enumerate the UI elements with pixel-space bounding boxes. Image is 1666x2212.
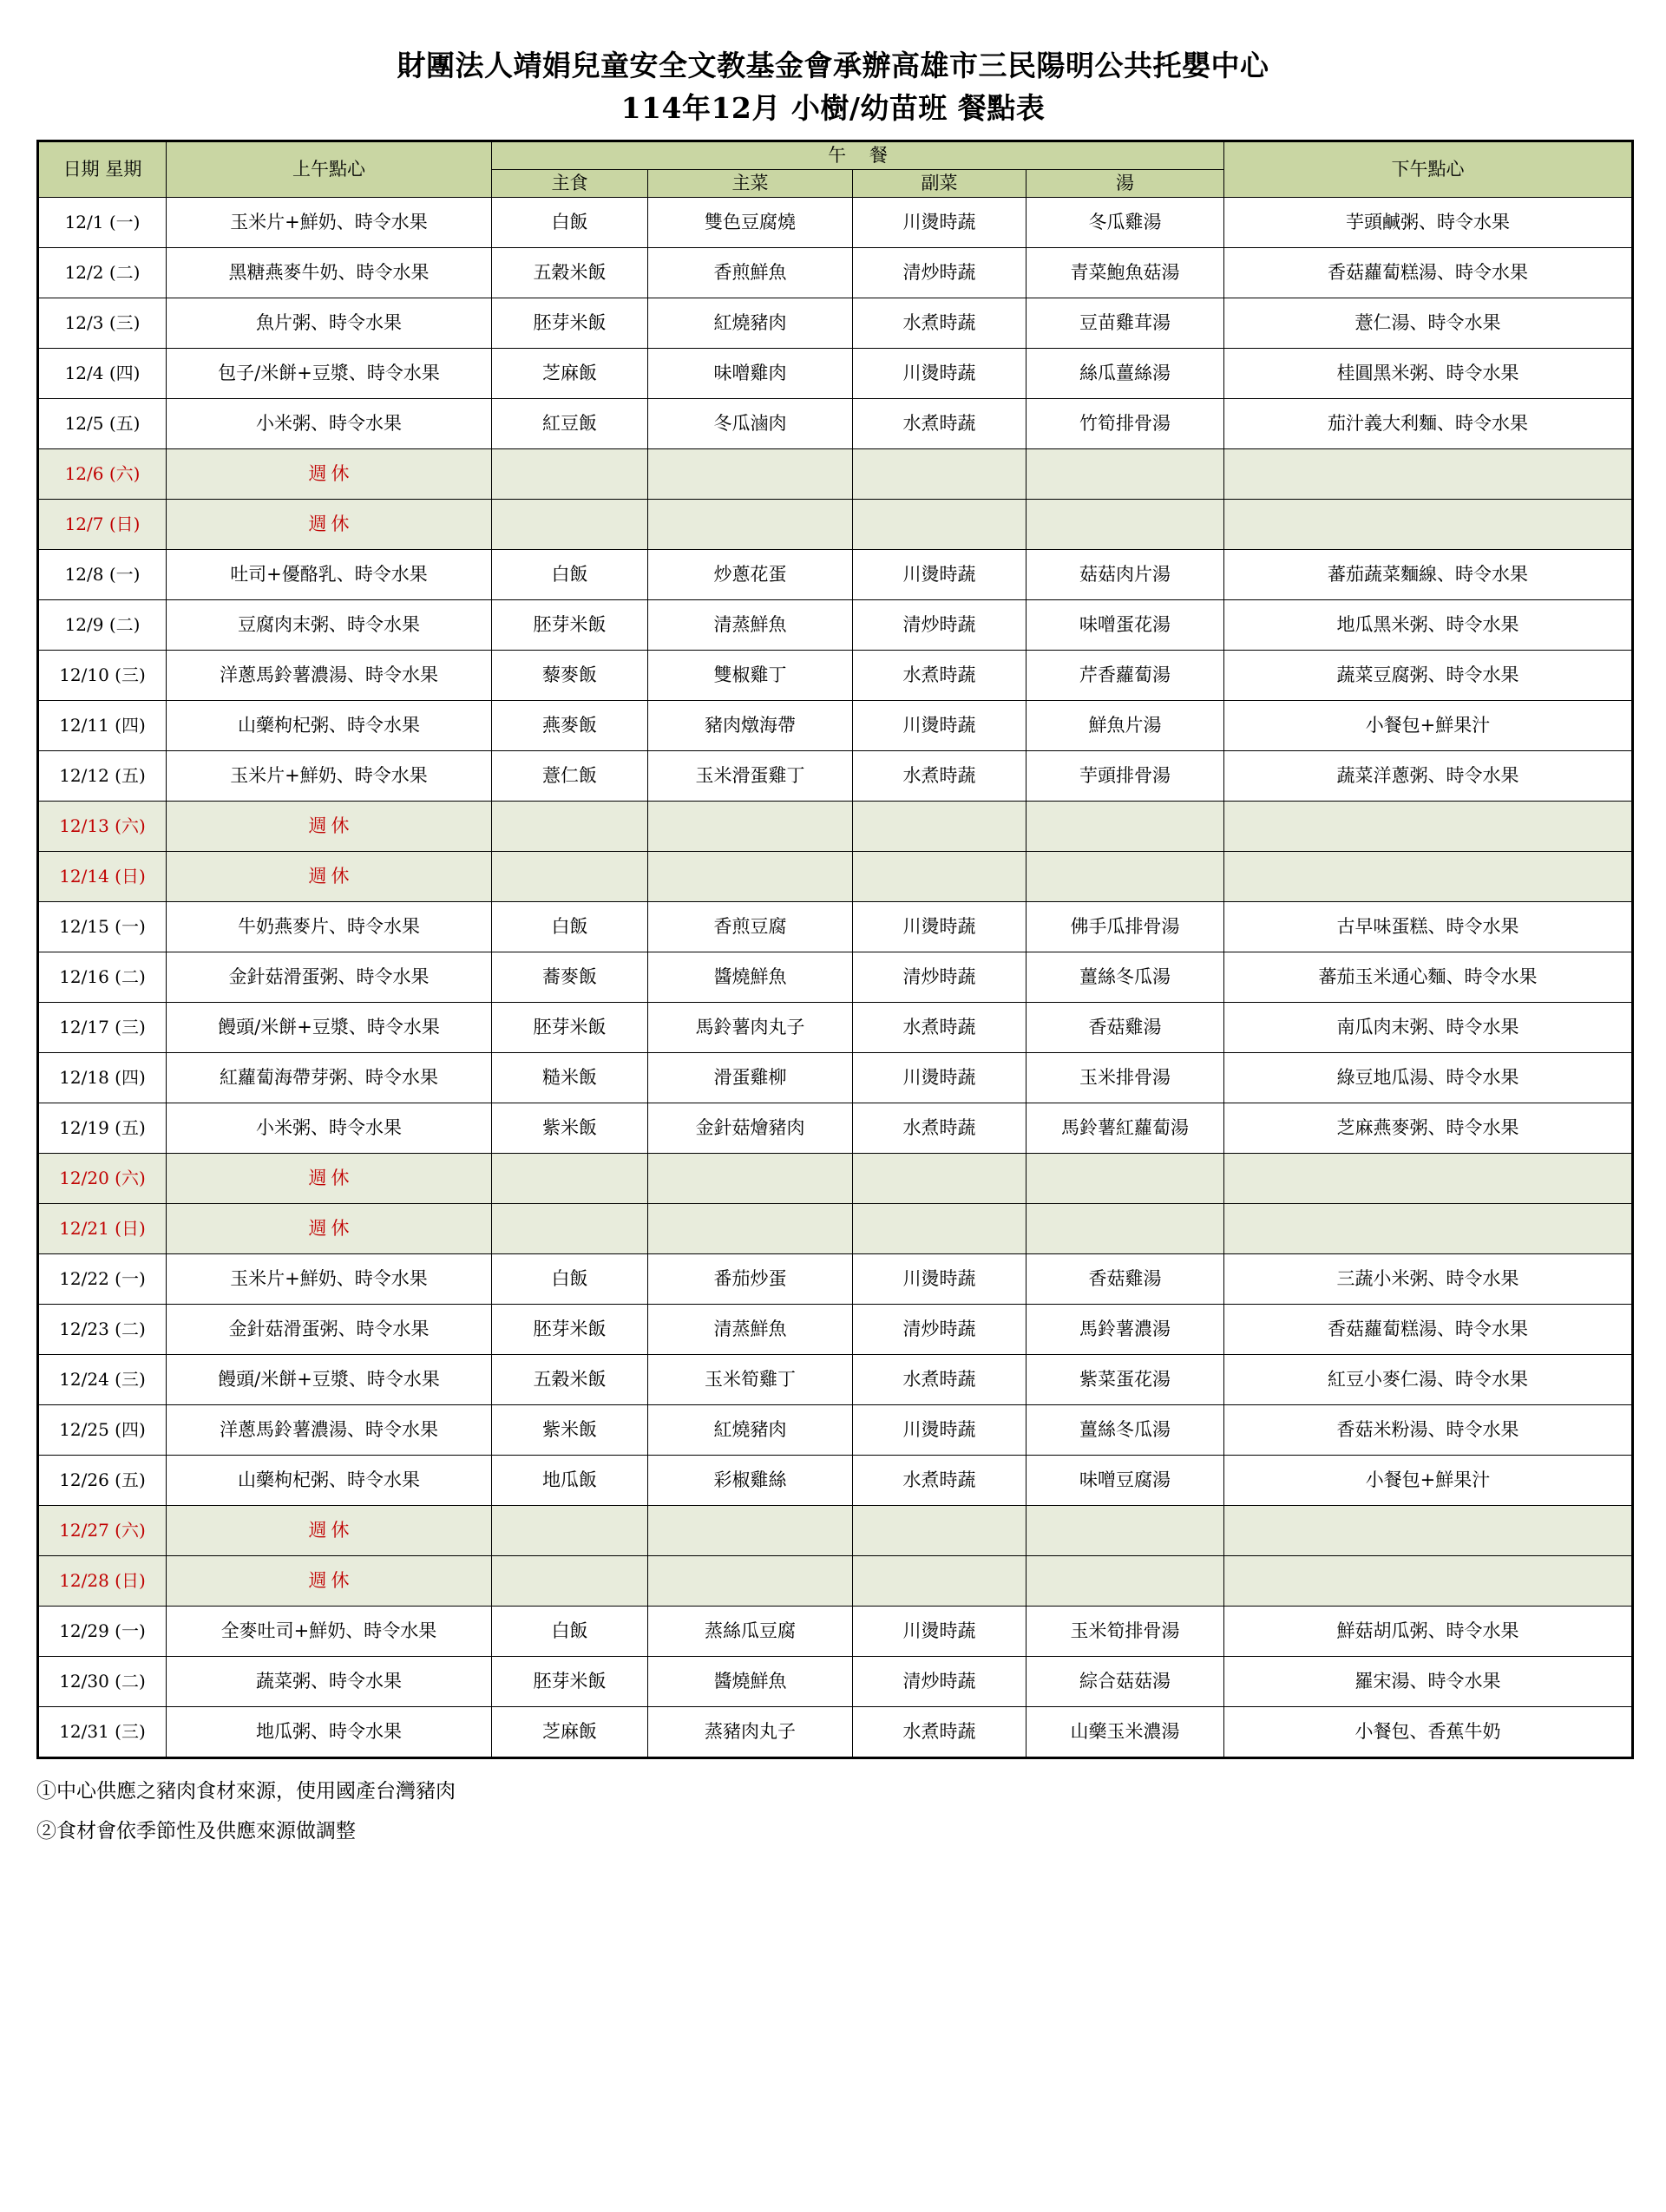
cell-date: 12/23 (二) <box>38 1304 167 1354</box>
cell-date: 12/16 (二) <box>38 952 167 1002</box>
cell-side-empty <box>853 1203 1026 1253</box>
cell-side-dish: 清炒時蔬 <box>853 599 1026 650</box>
cell-date: 12/21 (日) <box>38 1203 167 1253</box>
cell-side-dish: 水煮時蔬 <box>853 1455 1026 1505</box>
cell-date: 12/27 (六) <box>38 1505 167 1555</box>
cell-main-dish: 玉米筍雞丁 <box>648 1354 853 1404</box>
cell-soup: 味噌蛋花湯 <box>1026 599 1224 650</box>
cell-staple: 胚芽米飯 <box>492 298 648 348</box>
cell-main-dish: 馬鈴薯肉丸子 <box>648 1002 853 1052</box>
cell-main-dish: 彩椒雞絲 <box>648 1455 853 1505</box>
cell-side-dish: 水煮時蔬 <box>853 650 1026 700</box>
cell-date: 12/28 (日) <box>38 1555 167 1606</box>
title-block <box>36 48 1630 128</box>
cell-side-empty <box>853 448 1026 499</box>
cell-afternoon-snack: 香菇蘿蔔糕湯、時令水果 <box>1224 1304 1633 1354</box>
cell-side-dish: 川燙時蔬 <box>853 197 1026 247</box>
cell-side-dish: 川燙時蔬 <box>853 700 1026 750</box>
table-row <box>38 348 1633 398</box>
cell-date: 12/7 (日) <box>38 499 167 549</box>
cell-afternoon-snack: 蕃茄蔬菜麵線、時令水果 <box>1224 549 1633 599</box>
cell-afternoon-snack: 鮮菇胡瓜粥、時令水果 <box>1224 1606 1633 1656</box>
table-row <box>38 247 1633 298</box>
cell-staple: 胚芽米飯 <box>492 1304 648 1354</box>
cell-afternoon-snack: 蔬菜豆腐粥、時令水果 <box>1224 650 1633 700</box>
cell-soup: 冬瓜雞湯 <box>1026 197 1224 247</box>
table-row <box>38 1203 1633 1253</box>
cell-weekly-rest: 週休 <box>167 1203 492 1253</box>
page-title-line-2: 114年12月 小樹/幼苗班 餐點表 <box>620 90 1046 125</box>
cell-afternoon-snack: 綠豆地瓜湯、時令水果 <box>1224 1052 1633 1103</box>
cell-date: 12/1 (一) <box>38 197 167 247</box>
cell-staple: 糙米飯 <box>492 1052 648 1103</box>
cell-staple: 薏仁飯 <box>492 750 648 801</box>
cell-morning-snack: 魚片粥、時令水果 <box>167 298 492 348</box>
cell-side-dish: 川燙時蔬 <box>853 549 1026 599</box>
cell-staple: 胚芽米飯 <box>492 599 648 650</box>
table-row <box>38 1052 1633 1103</box>
cell-staple: 芝麻飯 <box>492 348 648 398</box>
cell-side-dish: 川燙時蔬 <box>853 1404 1026 1455</box>
table-row <box>38 1354 1633 1404</box>
cell-afternoon-snack: 蔬菜洋蔥粥、時令水果 <box>1224 750 1633 801</box>
footer-note-2: ②食材會依季節性及供應來源做調整 <box>36 1819 356 1842</box>
cell-date: 12/4 (四) <box>38 348 167 398</box>
cell-staple-empty <box>492 1203 648 1253</box>
cell-side-dish: 清炒時蔬 <box>853 952 1026 1002</box>
cell-main-dish: 金針菇燴豬肉 <box>648 1103 853 1153</box>
cell-soup: 薑絲冬瓜湯 <box>1026 1404 1224 1455</box>
cell-soup: 馬鈴薯紅蘿蔔湯 <box>1026 1103 1224 1153</box>
header-lunch-group: 午 餐 <box>492 141 1224 169</box>
header-soup: 湯 <box>1026 169 1224 197</box>
cell-morning-snack: 洋蔥馬鈴薯濃湯、時令水果 <box>167 1404 492 1455</box>
cell-soup-empty <box>1026 1505 1224 1555</box>
cell-side-dish: 水煮時蔬 <box>853 1354 1026 1404</box>
cell-staple: 胚芽米飯 <box>492 1656 648 1706</box>
cell-soup: 絲瓜薑絲湯 <box>1026 348 1224 398</box>
cell-date: 12/25 (四) <box>38 1404 167 1455</box>
cell-date: 12/24 (三) <box>38 1354 167 1404</box>
cell-side-dish: 川燙時蔬 <box>853 1253 1026 1304</box>
cell-staple: 藜麥飯 <box>492 650 648 700</box>
cell-weekly-rest: 週休 <box>167 448 492 499</box>
cell-staple-empty <box>492 1505 648 1555</box>
cell-morning-snack: 饅頭/米餅+豆漿、時令水果 <box>167 1002 492 1052</box>
footer-notes <box>36 1771 1630 1851</box>
cell-morning-snack: 洋蔥馬鈴薯濃湯、時令水果 <box>167 650 492 700</box>
cell-afternoon-snack: 地瓜黑米粥、時令水果 <box>1224 599 1633 650</box>
cell-staple: 芝麻飯 <box>492 1706 648 1757</box>
cell-soup: 香菇雞湯 <box>1026 1002 1224 1052</box>
header-main-dish: 主菜 <box>648 169 853 197</box>
cell-afternoon-snack: 紅豆小麥仁湯、時令水果 <box>1224 1354 1633 1404</box>
table-row <box>38 700 1633 750</box>
cell-side-dish: 水煮時蔬 <box>853 1103 1026 1153</box>
cell-weekly-rest: 週休 <box>167 1555 492 1606</box>
table-row <box>38 1103 1633 1153</box>
cell-side-dish: 川燙時蔬 <box>853 1606 1026 1656</box>
cell-soup: 芹香蘿蔔湯 <box>1026 650 1224 700</box>
header-side-dish: 副菜 <box>853 169 1026 197</box>
cell-afternoon-snack: 南瓜肉末粥、時令水果 <box>1224 1002 1633 1052</box>
cell-afternoon-snack: 蕃茄玉米通心麵、時令水果 <box>1224 952 1633 1002</box>
cell-date: 12/29 (一) <box>38 1606 167 1656</box>
cell-soup: 綜合菇菇湯 <box>1026 1656 1224 1706</box>
cell-staple: 白飯 <box>492 1253 648 1304</box>
cell-morning-snack: 山藥枸杞粥、時令水果 <box>167 700 492 750</box>
cell-staple-empty <box>492 1153 648 1203</box>
cell-staple: 胚芽米飯 <box>492 1002 648 1052</box>
cell-morning-snack: 玉米片+鮮奶、時令水果 <box>167 750 492 801</box>
table-row <box>38 197 1633 247</box>
table-header <box>38 141 1633 197</box>
table-body <box>38 197 1633 1757</box>
cell-staple: 紫米飯 <box>492 1404 648 1455</box>
cell-pm-empty <box>1224 1555 1633 1606</box>
cell-date: 12/18 (四) <box>38 1052 167 1103</box>
cell-morning-snack: 玉米片+鮮奶、時令水果 <box>167 197 492 247</box>
table-row <box>38 298 1633 348</box>
cell-side-empty <box>853 851 1026 901</box>
cell-date: 12/31 (三) <box>38 1706 167 1757</box>
table-row <box>38 398 1633 448</box>
cell-staple-empty <box>492 499 648 549</box>
cell-soup: 玉米筍排骨湯 <box>1026 1606 1224 1656</box>
cell-soup: 馬鈴薯濃湯 <box>1026 1304 1224 1354</box>
table-row <box>38 1555 1633 1606</box>
cell-soup-empty <box>1026 1153 1224 1203</box>
cell-afternoon-snack: 小餐包+鮮果汁 <box>1224 700 1633 750</box>
table-row <box>38 851 1633 901</box>
cell-main-dish: 清蒸鮮魚 <box>648 599 853 650</box>
cell-main-dish: 清蒸鮮魚 <box>648 1304 853 1354</box>
cell-main-empty <box>648 448 853 499</box>
cell-main-empty <box>648 801 853 851</box>
cell-side-empty <box>853 1555 1026 1606</box>
cell-morning-snack: 蔬菜粥、時令水果 <box>167 1656 492 1706</box>
cell-side-dish: 清炒時蔬 <box>853 247 1026 298</box>
cell-main-dish: 玉米滑蛋雞丁 <box>648 750 853 801</box>
cell-staple: 五穀米飯 <box>492 247 648 298</box>
cell-main-dish: 雙色豆腐燒 <box>648 197 853 247</box>
cell-afternoon-snack: 香菇米粉湯、時令水果 <box>1224 1404 1633 1455</box>
cell-side-empty <box>853 1505 1026 1555</box>
cell-date: 12/17 (三) <box>38 1002 167 1052</box>
table-row <box>38 952 1633 1002</box>
cell-main-dish: 蒸絲瓜豆腐 <box>648 1606 853 1656</box>
cell-date: 12/13 (六) <box>38 801 167 851</box>
table-row <box>38 448 1633 499</box>
table-row <box>38 901 1633 952</box>
cell-date: 12/10 (三) <box>38 650 167 700</box>
cell-soup: 豆苗雞茸湯 <box>1026 298 1224 348</box>
menu-table <box>36 140 1634 1759</box>
cell-date: 12/26 (五) <box>38 1455 167 1505</box>
cell-staple: 白飯 <box>492 549 648 599</box>
cell-main-empty <box>648 1505 853 1555</box>
cell-main-dish: 醬燒鮮魚 <box>648 952 853 1002</box>
cell-morning-snack: 金針菇滑蛋粥、時令水果 <box>167 952 492 1002</box>
cell-morning-snack: 全麥吐司+鮮奶、時令水果 <box>167 1606 492 1656</box>
cell-main-dish: 味噌雞肉 <box>648 348 853 398</box>
table-row <box>38 1606 1633 1656</box>
cell-soup-empty <box>1026 448 1224 499</box>
cell-side-dish: 清炒時蔬 <box>853 1304 1026 1354</box>
cell-afternoon-snack: 小餐包+鮮果汁 <box>1224 1455 1633 1505</box>
table-row <box>38 801 1633 851</box>
cell-date: 12/8 (一) <box>38 549 167 599</box>
cell-morning-snack: 山藥枸杞粥、時令水果 <box>167 1455 492 1505</box>
table-row <box>38 549 1633 599</box>
cell-staple: 白飯 <box>492 1606 648 1656</box>
cell-weekly-rest: 週休 <box>167 801 492 851</box>
table-row <box>38 1656 1633 1706</box>
cell-staple: 五穀米飯 <box>492 1354 648 1404</box>
cell-main-dish: 滑蛋雞柳 <box>648 1052 853 1103</box>
cell-morning-snack: 包子/米餅+豆漿、時令水果 <box>167 348 492 398</box>
cell-soup: 薑絲冬瓜湯 <box>1026 952 1224 1002</box>
cell-soup: 鮮魚片湯 <box>1026 700 1224 750</box>
cell-side-dish: 水煮時蔬 <box>853 398 1026 448</box>
cell-morning-snack: 饅頭/米餅+豆漿、時令水果 <box>167 1354 492 1404</box>
table-row <box>38 1002 1633 1052</box>
cell-main-dish: 豬肉燉海帶 <box>648 700 853 750</box>
cell-main-dish: 紅燒豬肉 <box>648 1404 853 1455</box>
cell-pm-empty <box>1224 448 1633 499</box>
cell-afternoon-snack: 芝麻燕麥粥、時令水果 <box>1224 1103 1633 1153</box>
cell-soup: 玉米排骨湯 <box>1026 1052 1224 1103</box>
cell-staple-empty <box>492 1555 648 1606</box>
cell-main-dish: 番茄炒蛋 <box>648 1253 853 1304</box>
cell-soup-empty <box>1026 1203 1224 1253</box>
cell-soup: 香菇雞湯 <box>1026 1253 1224 1304</box>
cell-main-empty <box>648 1555 853 1606</box>
cell-date: 12/3 (三) <box>38 298 167 348</box>
cell-main-dish: 香煎鮮魚 <box>648 247 853 298</box>
cell-pm-empty <box>1224 851 1633 901</box>
cell-side-dish: 水煮時蔬 <box>853 1002 1026 1052</box>
cell-afternoon-snack: 小餐包、香蕉牛奶 <box>1224 1706 1633 1757</box>
cell-soup: 味噌豆腐湯 <box>1026 1455 1224 1505</box>
cell-staple: 紫米飯 <box>492 1103 648 1153</box>
table-row <box>38 1153 1633 1203</box>
cell-soup: 山藥玉米濃湯 <box>1026 1706 1224 1757</box>
cell-date: 12/9 (二) <box>38 599 167 650</box>
cell-side-dish: 水煮時蔬 <box>853 750 1026 801</box>
cell-date: 12/6 (六) <box>38 448 167 499</box>
header-staple: 主食 <box>492 169 648 197</box>
cell-afternoon-snack: 茄汁義大利麵、時令水果 <box>1224 398 1633 448</box>
header-morning-snack: 上午點心 <box>167 141 492 197</box>
cell-soup: 紫菜蛋花湯 <box>1026 1354 1224 1404</box>
header-date: 日期 星期 <box>38 141 167 197</box>
cell-main-empty <box>648 1153 853 1203</box>
header-afternoon-snack: 下午點心 <box>1224 141 1633 197</box>
table-row <box>38 1304 1633 1354</box>
cell-date: 12/20 (六) <box>38 1153 167 1203</box>
cell-pm-empty <box>1224 1153 1633 1203</box>
cell-main-dish: 雙椒雞丁 <box>648 650 853 700</box>
table-row <box>38 650 1633 700</box>
table-row <box>38 499 1633 549</box>
cell-date: 12/22 (一) <box>38 1253 167 1304</box>
cell-soup-empty <box>1026 499 1224 549</box>
cell-morning-snack: 黑糖燕麥牛奶、時令水果 <box>167 247 492 298</box>
cell-main-dish: 冬瓜滷肉 <box>648 398 853 448</box>
table-row <box>38 750 1633 801</box>
cell-morning-snack: 豆腐肉末粥、時令水果 <box>167 599 492 650</box>
cell-afternoon-snack: 三蔬小米粥、時令水果 <box>1224 1253 1633 1304</box>
cell-staple-empty <box>492 448 648 499</box>
page-title-line-1: 財團法人靖娟兒童安全文教基金會承辦高雄市三民陽明公共托嬰中心 <box>397 49 1269 82</box>
cell-date: 12/30 (二) <box>38 1656 167 1706</box>
cell-afternoon-snack: 桂圓黑米粥、時令水果 <box>1224 348 1633 398</box>
cell-afternoon-snack: 羅宋湯、時令水果 <box>1224 1656 1633 1706</box>
cell-side-dish: 水煮時蔬 <box>853 298 1026 348</box>
cell-soup: 菇菇肉片湯 <box>1026 549 1224 599</box>
cell-staple: 燕麥飯 <box>492 700 648 750</box>
cell-staple-empty <box>492 851 648 901</box>
cell-pm-empty <box>1224 1203 1633 1253</box>
table-row <box>38 1253 1633 1304</box>
cell-side-dish: 清炒時蔬 <box>853 1656 1026 1706</box>
table-row <box>38 1505 1633 1555</box>
cell-morning-snack: 牛奶燕麥片、時令水果 <box>167 901 492 952</box>
table-row <box>38 1455 1633 1505</box>
cell-morning-snack: 金針菇滑蛋粥、時令水果 <box>167 1304 492 1354</box>
cell-main-dish: 香煎豆腐 <box>648 901 853 952</box>
cell-date: 12/19 (五) <box>38 1103 167 1153</box>
cell-side-dish: 水煮時蔬 <box>853 1706 1026 1757</box>
cell-staple: 地瓜飯 <box>492 1455 648 1505</box>
cell-weekly-rest: 週休 <box>167 499 492 549</box>
cell-date: 12/11 (四) <box>38 700 167 750</box>
cell-afternoon-snack: 古早味蛋糕、時令水果 <box>1224 901 1633 952</box>
cell-weekly-rest: 週休 <box>167 1153 492 1203</box>
cell-staple: 蕎麥飯 <box>492 952 648 1002</box>
cell-side-dish: 川燙時蔬 <box>853 348 1026 398</box>
cell-morning-snack: 紅蘿蔔海帶芽粥、時令水果 <box>167 1052 492 1103</box>
cell-afternoon-snack: 香菇蘿蔔糕湯、時令水果 <box>1224 247 1633 298</box>
cell-main-dish: 蒸豬肉丸子 <box>648 1706 853 1757</box>
cell-morning-snack: 玉米片+鮮奶、時令水果 <box>167 1253 492 1304</box>
cell-date: 12/14 (日) <box>38 851 167 901</box>
cell-morning-snack: 小米粥、時令水果 <box>167 398 492 448</box>
table-row <box>38 1404 1633 1455</box>
cell-date: 12/5 (五) <box>38 398 167 448</box>
cell-staple: 白飯 <box>492 901 648 952</box>
cell-side-dish: 川燙時蔬 <box>853 901 1026 952</box>
cell-pm-empty <box>1224 801 1633 851</box>
cell-weekly-rest: 週休 <box>167 851 492 901</box>
cell-main-empty <box>648 851 853 901</box>
cell-pm-empty <box>1224 499 1633 549</box>
cell-afternoon-snack: 薏仁湯、時令水果 <box>1224 298 1633 348</box>
cell-main-dish: 紅燒豬肉 <box>648 298 853 348</box>
cell-date: 12/12 (五) <box>38 750 167 801</box>
cell-soup: 竹筍排骨湯 <box>1026 398 1224 448</box>
cell-morning-snack: 吐司+優酪乳、時令水果 <box>167 549 492 599</box>
cell-main-empty <box>648 499 853 549</box>
cell-date: 12/15 (一) <box>38 901 167 952</box>
cell-soup-empty <box>1026 801 1224 851</box>
cell-staple: 紅豆飯 <box>492 398 648 448</box>
cell-side-dish: 川燙時蔬 <box>853 1052 1026 1103</box>
table-row <box>38 599 1633 650</box>
cell-staple: 白飯 <box>492 197 648 247</box>
cell-afternoon-snack: 芋頭鹹粥、時令水果 <box>1224 197 1633 247</box>
table-row <box>38 1706 1633 1757</box>
cell-staple-empty <box>492 801 648 851</box>
footer-note-1: ①中心供應之豬肉食材來源，使用國產台灣豬肉 <box>36 1779 456 1803</box>
cell-morning-snack: 地瓜粥、時令水果 <box>167 1706 492 1757</box>
cell-side-empty <box>853 499 1026 549</box>
cell-soup: 佛手瓜排骨湯 <box>1026 901 1224 952</box>
cell-soup-empty <box>1026 1555 1224 1606</box>
cell-side-empty <box>853 1153 1026 1203</box>
cell-soup: 青菜鮑魚菇湯 <box>1026 247 1224 298</box>
cell-side-empty <box>853 801 1026 851</box>
cell-weekly-rest: 週休 <box>167 1505 492 1555</box>
cell-soup-empty <box>1026 851 1224 901</box>
cell-main-dish: 炒蔥花蛋 <box>648 549 853 599</box>
cell-pm-empty <box>1224 1505 1633 1555</box>
cell-date: 12/2 (二) <box>38 247 167 298</box>
cell-soup: 芋頭排骨湯 <box>1026 750 1224 801</box>
cell-morning-snack: 小米粥、時令水果 <box>167 1103 492 1153</box>
cell-main-empty <box>648 1203 853 1253</box>
cell-main-dish: 醬燒鮮魚 <box>648 1656 853 1706</box>
